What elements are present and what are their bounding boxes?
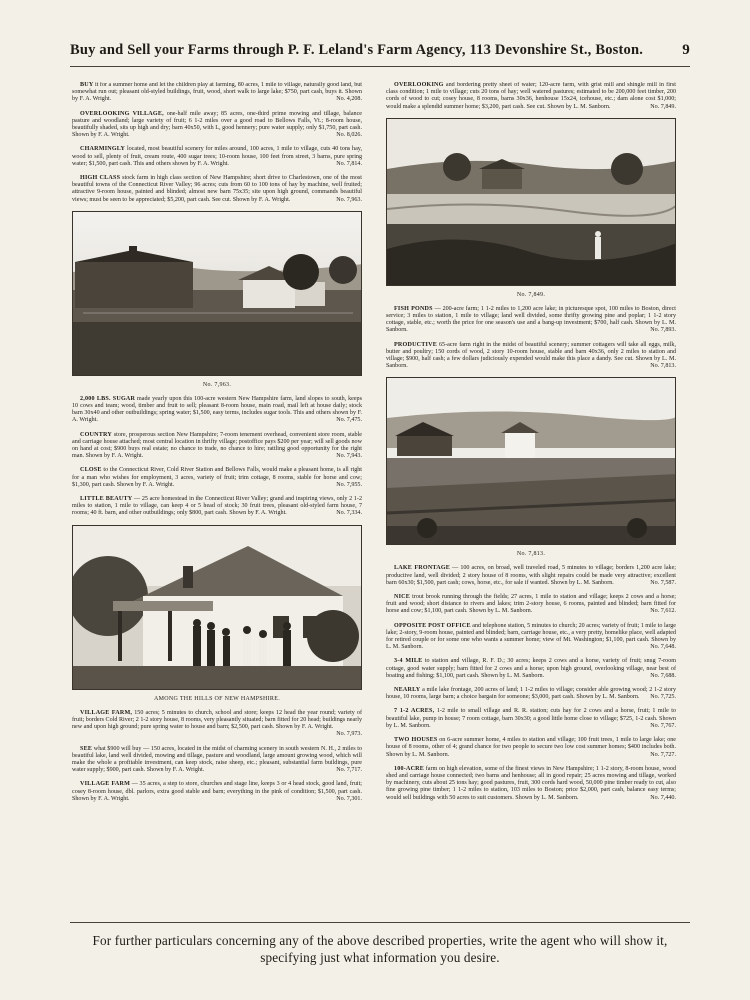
listing-number: No. 7,943. xyxy=(336,453,362,460)
listing-number: No. 4,208. xyxy=(336,96,362,103)
listing-number: No. 7,727. xyxy=(650,751,676,758)
photo-farm-7813 xyxy=(386,377,676,557)
photo-caption: AMONG THE HILLS OF NEW HAMPSHIRE. xyxy=(153,695,280,702)
productive-farm-photo xyxy=(386,377,676,545)
listing-ad xyxy=(72,746,362,775)
listing-text: farm on high elevation, some of the finest views in New Hampshire; 1 1-2 story, 8-room house, wood shed and carriage house connected; two barns and henhouse; all in good repair; 25 acres mowing and tillage, worked by machinery, cuts about 25 tons hay; good pastures, fruit, 300 cords hard wood, 50,000 pine timber ready to cut, also fine growing pine timber; 1 1-2 miles to station, 103 miles to Boston; price $2,000, part cash, balance easy terms; would sell buildings with 50 acres to suit customers. Shown by L. M. Sanborn. xyxy=(386,765,676,801)
family-house-photo xyxy=(72,525,362,690)
listing-ad xyxy=(386,565,676,587)
listing-lead: 7 1-2 ACRES, xyxy=(394,708,435,715)
listing-ad xyxy=(386,623,676,652)
listing-text: one-half mile away; 85 acres, one-third prime mowing and tillage, balance pasture and woodland; large variety of fruit; 6 1-2 miles over a good road to Bellows Falls, Vt.; 8-room house, beautifully shaded, sits up high and dry; barn 40x50, with L, good hennery; pure water supply; only $1,750, part cash. Shown by F. A. Wright. xyxy=(72,110,362,139)
page-number: 9 xyxy=(682,42,690,58)
listing-number: No. 7,813. xyxy=(650,363,676,370)
mill-pond-photo xyxy=(386,118,676,286)
listing-ad xyxy=(386,306,676,335)
listing-lead: VILLAGE FARM, xyxy=(80,709,133,716)
photo-farm-7963 xyxy=(72,211,362,388)
listing-lead: 2,000 LBS. SUGAR xyxy=(80,395,136,402)
listing-lead: CLOSE xyxy=(80,467,102,474)
listing-ad xyxy=(72,175,362,204)
listing-number: No. 7,475. xyxy=(336,417,362,424)
listing-ad xyxy=(72,467,362,489)
listing-text: 65-acre farm right in the midst of beautiful scenery; summer cottagers will take all eggs, milk, butter and poultry; 150 cords of wood, 2 story 10-room house, stable and barn 40x36, only 2 miles to station and village; $900, half cash; a few dollars judiciously expended would make this place a dandy. See cut. Shown by L. M. Sanborn. xyxy=(386,341,676,370)
listing-text: — 25 acre homestead in the Connecticut River Valley; grand and inspiring views, only 2 1-2 miles to station, 1 mile to village, can keep 4 or 5 head of stock; 30 fruit trees, pleasant old-styled farm house, 7 rooms; 40 ft. barn, and other outbuildings; only $800, part cash. Shown by F. A. Wright. xyxy=(72,496,362,517)
listing-ad xyxy=(386,687,676,701)
header-rule xyxy=(70,66,690,67)
page-header xyxy=(70,42,690,59)
listing-ad xyxy=(72,496,362,518)
listing-number: No. 7,725. xyxy=(650,694,676,701)
right-ads-top xyxy=(386,82,676,111)
listing-text: on 6-acre summer home, 4 miles to station and village; 100 fruit trees, 1 mile to large lake; one house of 8 rooms, other of 4; grand chance for two people to secure two low cost summer homes; $400 includes both. Shown by L. M. Sanborn. xyxy=(386,737,676,758)
listing-number: No. 7,717. xyxy=(336,767,362,774)
listing-text: — 35 acres, a step to store, churches and stage line, keeps 3 or 4 head stock, good land, fruit; cosey 8-room house, dbl. parlors, extra good stable and barn; everything in the pink of condition; $1,500, part cash. Shown by F. A. Wright. xyxy=(72,781,362,802)
listing-number: No. 7,648. xyxy=(650,644,676,651)
left-ads-middle xyxy=(72,396,362,518)
listing-ad xyxy=(72,82,362,104)
listing-lead: LAKE FRONTAGE xyxy=(394,565,451,572)
listing-lead: TWO HOUSES xyxy=(394,737,438,744)
photo-caption: No. 7,963. xyxy=(202,381,232,388)
listing-ad xyxy=(386,82,676,111)
listing-text: 1-2 mile to small village and R. R. station; cuts hay for 2 cows and a horse, fruit; 1 mile to beautiful lake, pump in house; 7 room cottage, barn 30x30; a good little home close to village; $725, 1-2 cash. Shown by L. M. Sanborn. xyxy=(386,708,676,729)
photo-mill-7849 xyxy=(386,118,676,298)
listing-number: No. 7,849. xyxy=(650,103,676,110)
listing-lead: VILLAGE FARM xyxy=(80,781,131,788)
listing-lead: BUY xyxy=(80,82,94,88)
listing-number: No. 7,587. xyxy=(650,579,676,586)
listing-number: No. 8,026. xyxy=(336,132,362,139)
listing-ad xyxy=(72,781,362,803)
left-ads-top xyxy=(72,82,362,204)
footer-rule xyxy=(70,922,690,923)
listing-number: No. 7,301. xyxy=(336,795,362,802)
listing-text: located, most beautiful scenery for miles around, 100 acres, 1 mile to village, cuts 40 tons hay, wood to sell, plenty of fruit, cream route, 400 sugar trees; 10-room house, 100 feet from street, 3 barns, pure spring water; $1,500, part cash. This and others shown by F. A. Wright. xyxy=(72,146,362,167)
listing-ad xyxy=(386,658,676,680)
right-ads-bottom xyxy=(386,565,676,801)
listing-lead: OPPOSITE POST OFFICE xyxy=(394,622,471,629)
header-title: Buy and Sell your Farms through P. F. Leland's Farm Agency, 113 Devonshire St., Boston. xyxy=(70,42,644,58)
listing-text: store, prosperous section New Hampshire; 7-room tenement overhead, convenient store room, stable and carriage house attached; most central location in thrifty village; postoffice pays $200 per year; will sell goods now on hand at cost; $900 buys real estate; no chance to trade, no chance to hire; rattling good opportunity for the right man. Shown by F. A. Wright. xyxy=(72,431,362,460)
listing-number: No. 7,612. xyxy=(650,608,676,615)
listing-number: No. 7,955. xyxy=(336,481,362,488)
listing-lead: 3-4 MILE xyxy=(394,658,423,665)
listing-number: No. 7,767. xyxy=(650,722,676,729)
listing-ad xyxy=(386,342,676,371)
listing-number: No. 7,440. xyxy=(650,794,676,801)
listing-text: a mile lake frontage, 200 acres of land; 1 1-2 miles to village; consider able growing wood; 2 1-2 story house, 10 rooms, large barn; a choice bargain for someone; $3,000, part cash. Shown by L. M. Sanborn. xyxy=(386,687,676,701)
listing-ad xyxy=(386,708,676,730)
photo-caption: No. 7,813. xyxy=(516,551,546,558)
listing-lead: COUNTRY xyxy=(80,431,112,438)
right-ads-middle xyxy=(386,306,676,371)
listing-number: No. 7,893. xyxy=(650,327,676,334)
listing-ad xyxy=(386,594,676,616)
listing-number: No. 7,963. xyxy=(336,196,362,203)
listing-lead: FISH PONDS xyxy=(394,305,433,312)
listing-lead: NICE xyxy=(394,594,411,601)
listing-text: trout brook running through the fields; 27 acres, 1 mile to station and village; keeps 2 cows and a horse; fruit and wood; short distance to rivers and lakes; trim 2-story house, 6 rooms, painted and blinded; barn fitted for horse and cow; $1,100, part cash. Shown by L. M. Sanborn. xyxy=(386,594,676,615)
listing-lead: SEE xyxy=(80,745,93,752)
listing-text: to station and village, R. F. D.; 30 acres; keeps 2 cows and a horse, variety of fruit; snug 7-room cottage, good water supply; barn fitted for 2 cows and a horse; upon high ground, overlooking village, near best of boating and fishing; $1,100, part cash. Shown by L. M. Sanborn. xyxy=(386,658,676,679)
listing-lead: LITTLE BEAUTY xyxy=(80,496,133,503)
listing-lead: OVERLOOKING xyxy=(394,82,444,88)
listing-lead: NEARLY xyxy=(394,687,421,694)
photo-hills-nh xyxy=(72,525,362,702)
listing-lead: HIGH CLASS xyxy=(80,175,121,182)
listing-text: 150 acres; 5 minutes to church, school and store; keeps 12 head the year round; variety of fruit; borders Cold River; 2 1-2 story house, 8 rooms, very pleasantly situated; barn fitted for 20 head; buildings nearly new and upon high ground; pure spring water to house and barn; $2,500, part cash. Shown by F. A. Wright. xyxy=(72,709,362,731)
listing-ad xyxy=(386,737,676,759)
listing-number: No. 7,973. xyxy=(336,731,362,738)
listing-text: to the Connecticut River, Cold River Station and Bellows Falls, would make a pleasant home, is all right for a man who wishes for employment, 3 acres, variety of fruit; trim cottage, 8 rooms, stable for horse and cow; $1,300, part cash. Shown by F. A. Wright. xyxy=(72,467,362,488)
listing-text: — 200-acre farm; 1 1-2 miles to 1,200 acre lake; in picturesque spot, 100 miles to Boston, direct service; 3 miles to station, 1 mile to village; land well divided, some thrifty growing pine and poplar; 1 1-2 story cottage, stable, etc.; worth the price for one season's use and a bang-up investment; $700, half cash. Shown by L. M. Sanborn. xyxy=(386,305,676,334)
listing-text: stock farm in high class section of New Hampshire; short drive to Charlestown, one of the most beautiful towns of the Connecticut River Valley; 96 acres; cuts from 60 to 100 tons of hay by machine, well fruited; attractive 9-room house, painted and blinded; almost new barn 75x35; site upon high ground, commands beautiful views; must be seen to be appreciated; $5,200, part cash. See cut. Shown by F. A. Wright. xyxy=(72,175,362,203)
footer-note: For further particulars concerning any of the above described properties, write the agent who will show it, specifying just what information you desire. xyxy=(92,933,668,965)
listing-number: No. 7,688. xyxy=(650,672,676,679)
listing-text: — 100 acres, on broad, well traveled road, 5 minutes to village; borders 1,200 acre lake; productive land, well divided; 2 story house of 8 rooms, with slight repairs could be made very attractive; excellent barn 60x30; $1,500, part cash; cows, horse, etc., for sale if wanted. Shown by L. M. Sanborn. xyxy=(386,565,676,586)
listing-ad xyxy=(72,432,362,461)
listing-ad xyxy=(72,396,362,425)
listing-number: No. 7,814. xyxy=(336,160,362,167)
listing-text: it for a summer home and let the children play at farming, 80 acres, 1 mile to village, naturally good land, but somewhat run out; pleasant old-styled buildings, fruit, wood, short walk to large lake; $750, part cash, buys it. Shown by F. A. Wright. xyxy=(72,82,362,103)
listing-lead: 100-ACRE xyxy=(394,765,425,772)
farm-photo xyxy=(72,211,362,376)
listing-lead: OVERLOOKING VILLAGE, xyxy=(80,110,164,117)
listing-lead: CHARMINGLY xyxy=(80,146,126,153)
listing-ad xyxy=(72,146,362,168)
listing-text: made yearly upon this 100-acre western New Hampshire farm, land slopes to south, keeps 10 cows and team; wood, timber and fruit to sell; pleasant 8-room house, main road, mail left at house daily; stock barn 30x40 and other outbuildings; spring water; $1,500, easy terms, includes sugar tools. This and others shown by F. A. Wright. xyxy=(72,395,362,424)
listing-lead: PRODUCTIVE xyxy=(394,341,437,348)
right-column xyxy=(386,82,676,912)
listing-text: and bordering pretty sheet of water; 120-acre farm, with grist mill and shingle mill in first class condition; 1 mile to village; cuts 20 tons of hay; well watered pastures; estimated to be 200,000 feet timber, 200 cords of wood to cut; cosey house, 8 rooms, barns 30x36, henhouse 15x24, icehouse, etc.; dam alone cost $1,000; would make a splendid summer home; $3,200, part cash. See cut. Shown by L. M. Sanborn. xyxy=(386,82,676,110)
listing-ad xyxy=(72,710,362,739)
listing-text: what $900 will buy — 150 acres, located in the midst of charming scenery in south western N. H., 2 miles to beautiful lake, land well divided, mowing and tillage, pasture and woodland, large amount growing wood, which will make the whole a profitable investment, can keep stock, raise sheep, etc.; pleasant, substantial farm buildings, pure water supply; $900, part cash. Shown by F. A. Wright. xyxy=(72,745,362,774)
photo-caption: No. 7,849. xyxy=(516,291,546,298)
listing-text: and telephone station, 5 minutes to church; 20 acres; variety of fruit; 1 mile to large lake; 2-story, 9-room house, painted and blinded; barn, carriage house, etc., a very pretty, homelike place, well adapted for retired couple or for some one who wants a summer home; view of Mt. Washington; $1,100, part cash. Shown by L. M. Sanborn. xyxy=(386,622,676,651)
left-column xyxy=(72,82,362,912)
listing-ad xyxy=(386,766,676,802)
listing-number: No. 7,334. xyxy=(336,510,362,517)
listing-ad xyxy=(72,111,362,140)
left-ads-bottom xyxy=(72,710,362,803)
